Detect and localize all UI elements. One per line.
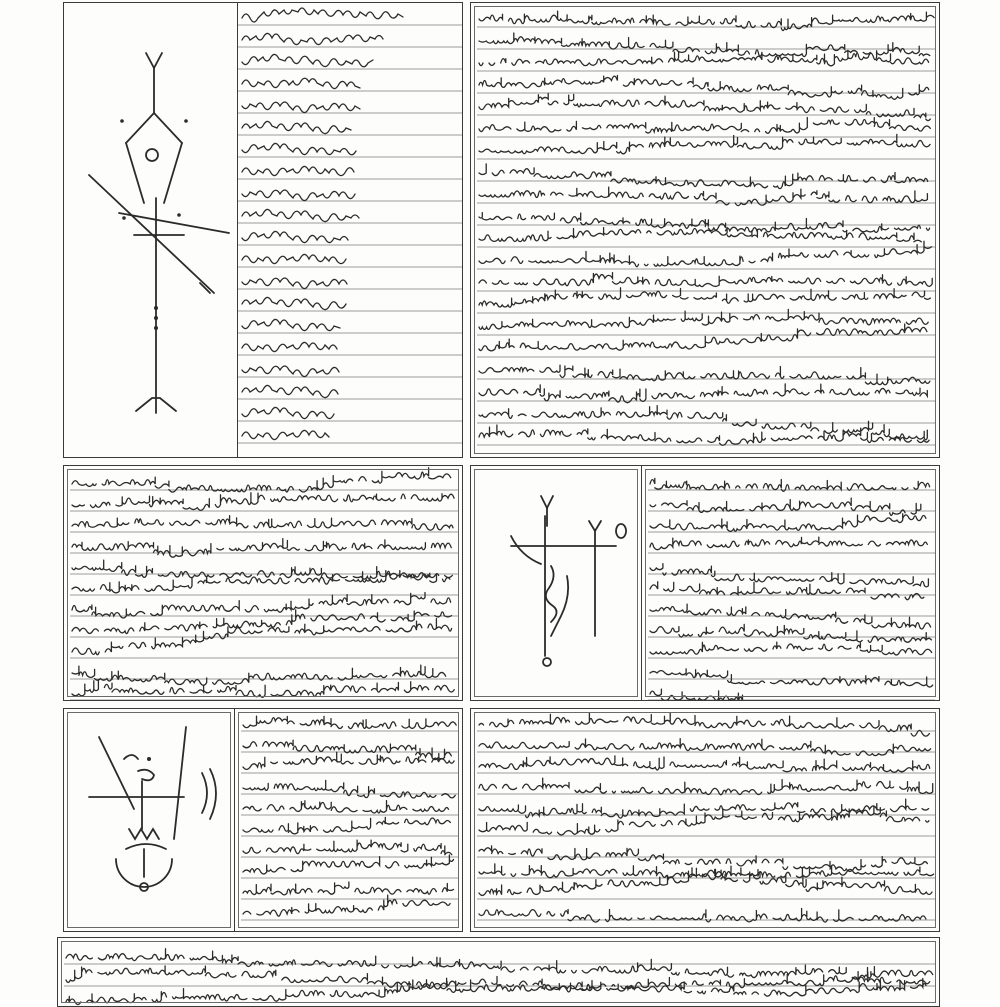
scribble-lines-4 <box>642 466 940 701</box>
sigil-panel-middle <box>470 465 642 701</box>
trident-sigil-icon <box>471 466 642 701</box>
scribble-lines-1 <box>238 3 463 458</box>
text-panel-top-right <box>470 2 940 458</box>
text-panel-bottom-right <box>470 708 940 932</box>
text-panel-middle-right <box>641 465 940 701</box>
text-panel-footer <box>57 937 940 1007</box>
text-panel-top-left <box>237 2 463 458</box>
sigil-panel-top <box>63 2 238 458</box>
sigil-panel-bottom <box>63 708 235 932</box>
staff-sigil-icon <box>64 3 238 458</box>
scribble-lines-3 <box>64 466 463 701</box>
figure-sigil-icon <box>64 709 235 932</box>
scribble-lines-7 <box>58 938 940 1007</box>
text-panel-bottom-middle <box>234 708 463 932</box>
scribble-lines-2 <box>471 3 940 458</box>
scribble-lines-5 <box>235 709 463 932</box>
scribble-lines-6 <box>471 709 940 932</box>
text-panel-middle-left <box>63 465 463 701</box>
